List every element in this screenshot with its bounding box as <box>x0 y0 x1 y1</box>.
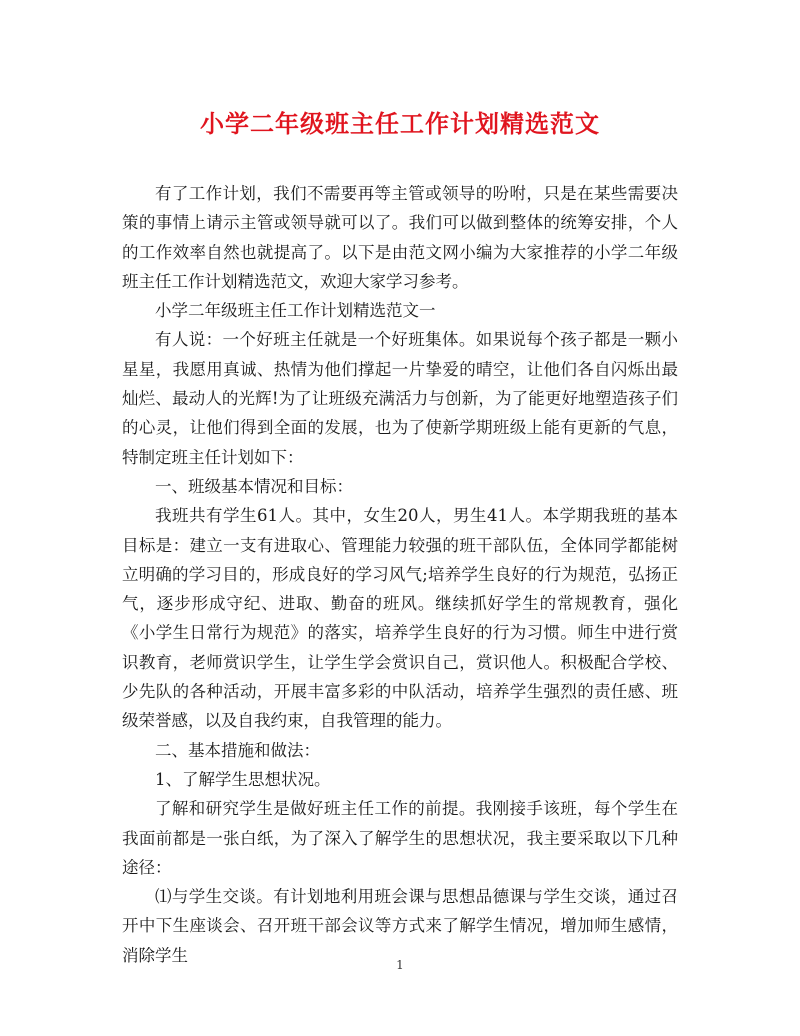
paragraph-understanding: 了解和研究学生是做好班主任工作的前提。我刚接手该班，每个学生在我面前都是一张白纸，为了深入了解学生的思想状况，我主要采取以下几种途径： <box>122 799 678 877</box>
document-body <box>122 179 678 970</box>
section-heading-2: 二、基本措施和做法： <box>155 740 320 760</box>
document-title: 小学二年级班主任工作计划精选范文 <box>200 109 600 138</box>
paragraph-talking: ⑴与学生交谈。有计划地利用班会课与思想品德课与学生交谈，通过召开中下生座谈会、召开班干部会议等方式来了解学生情况，增加师生感情，消除学生 <box>122 887 678 965</box>
section-heading-1: 一、班级基本情况和目标： <box>155 476 353 496</box>
subsection-heading-1: 1、了解学生思想状况。 <box>155 769 331 789</box>
paragraph-opening: 有人说：一个好班主任就是一个好班集体。如果说每个孩子都是一颗小星星，我愿用真诚、热情为他们撑起一片挚爱的晴空，让他们各自闪烁出最灿烂、最动人的光辉!为了让班级充满活力与创新，为了能更好地塑造孩子们的心灵，让他们得到全面的发展，也为了使新学期班级上能有更新的气息，特制定班主任计划如下： <box>122 330 678 467</box>
page-number: 1 <box>396 958 404 972</box>
paragraph-class-info: 我班共有学生61人。其中，女生20人，男生41人。本学期我班的基本目标是：建立一支有进取心、管理能力较强的班干部队伍，全体同学都能树立明确的学习目的，形成良好的学习风气;培养学生良好的行为规范，弘扬正气，逐步形成守纪、进取、勤奋的班风。继续抓好学生的常规教育，强化《小学生日常行为规范》的落实，培养学生良好的行为习惯。师生中进行赏识教育，老师赏识学生，让学生学会赏识自己，赏识他人。积极配合学校、少先队的各种活动，开展丰富多彩的中队活动，培养学生强烈的责任感、班级荣誉感，以及自我约束，自我管理的能力。 <box>122 506 678 731</box>
paragraph-subtitle: 小学二年级班主任工作计划精选范文一 <box>155 301 436 321</box>
paragraph-intro: 有了工作计划，我们不需要再等主管或领导的吩咐，只是在某些需要决策的事情上请示主管或领导就可以了。我们可以做到整体的统筹安排，个人的工作效率自然也就提高了。以下是由范文网小编为大家推荐的小学二年级班主任工作计划精选范文，欢迎大家学习参考。 <box>122 184 678 291</box>
